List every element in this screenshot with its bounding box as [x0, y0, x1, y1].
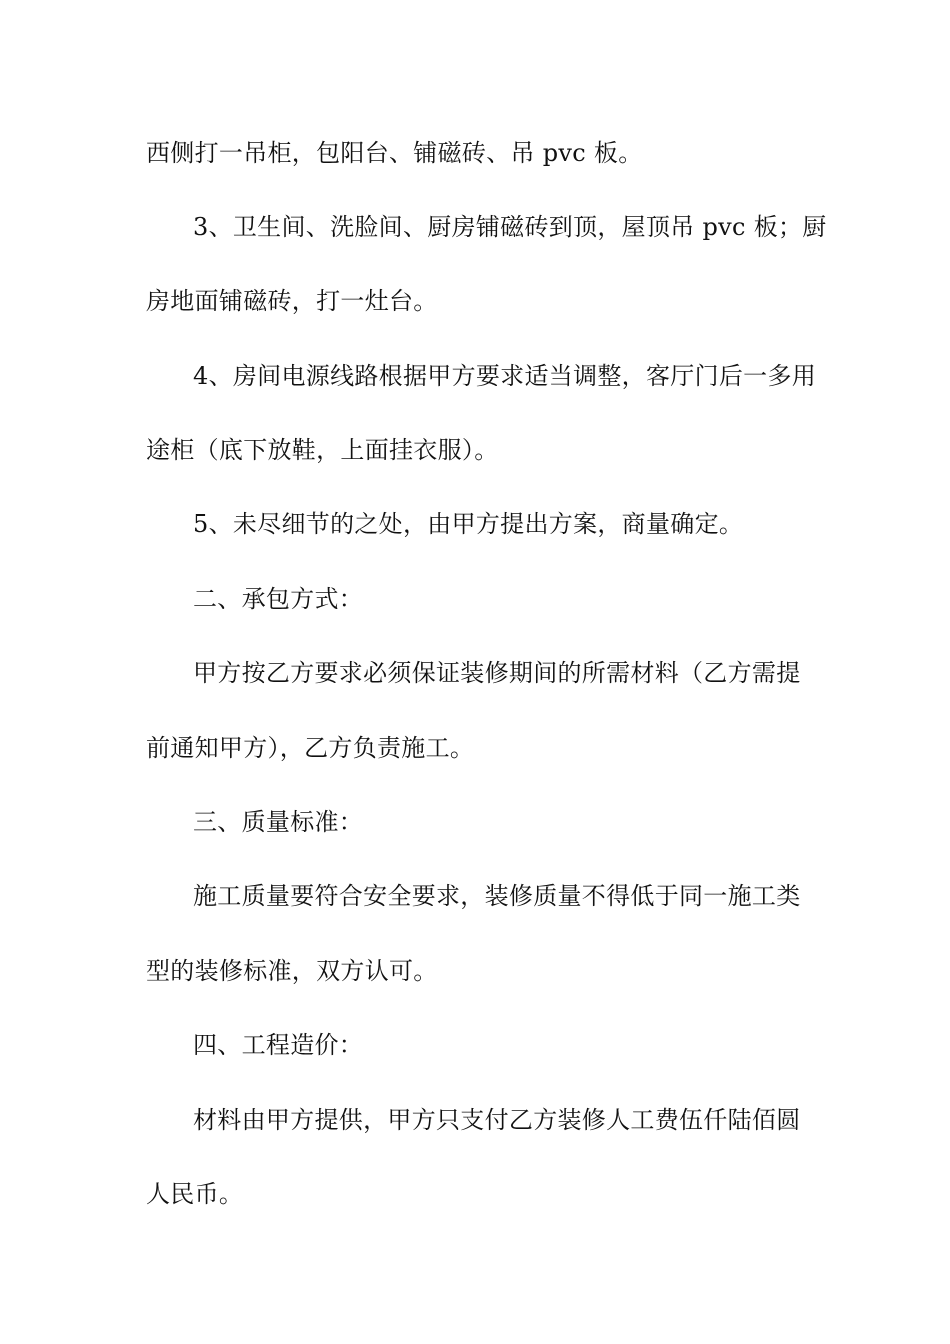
paragraph-line: 甲方按乙方要求必须保证装修期间的所需材料（乙方需提 [193, 659, 801, 687]
paragraph-line: 西侧打一吊柜，包阳台、铺磁砖、吊 pvc 板。 [146, 139, 643, 167]
paragraph-line: 人民币。 [146, 1180, 244, 1208]
paragraph-line: 材料由甲方提供，甲方只支付乙方装修人工费伍仟陆佰圆 [193, 1106, 801, 1134]
paragraph-line: 前通知甲方），乙方负责施工。 [146, 734, 475, 762]
paragraph-line: 施工质量要符合安全要求，装修质量不得低于同一施工类 [193, 882, 801, 910]
section-heading: 三、质量标准： [193, 808, 364, 836]
paragraph-line: 型的装修标准，双方认可。 [146, 957, 438, 985]
paragraph-line: 房地面铺磁砖，打一灶台。 [146, 287, 438, 315]
paragraph-line: 5、未尽细节的之处，由甲方提出方案，商量确定。 [193, 510, 744, 538]
paragraph-line: 途柜（底下放鞋，上面挂衣服）。 [146, 436, 499, 464]
paragraph-line: 3、卫生间、洗脸间、厨房铺磁砖到顶，屋顶吊 pvc 板；厨 [193, 213, 827, 241]
paragraph-line: 4、房间电源线路根据甲方要求适当调整，客厅门后一多用 [193, 362, 817, 390]
section-heading: 二、承包方式： [193, 585, 364, 613]
section-heading: 四、工程造价： [193, 1031, 364, 1059]
